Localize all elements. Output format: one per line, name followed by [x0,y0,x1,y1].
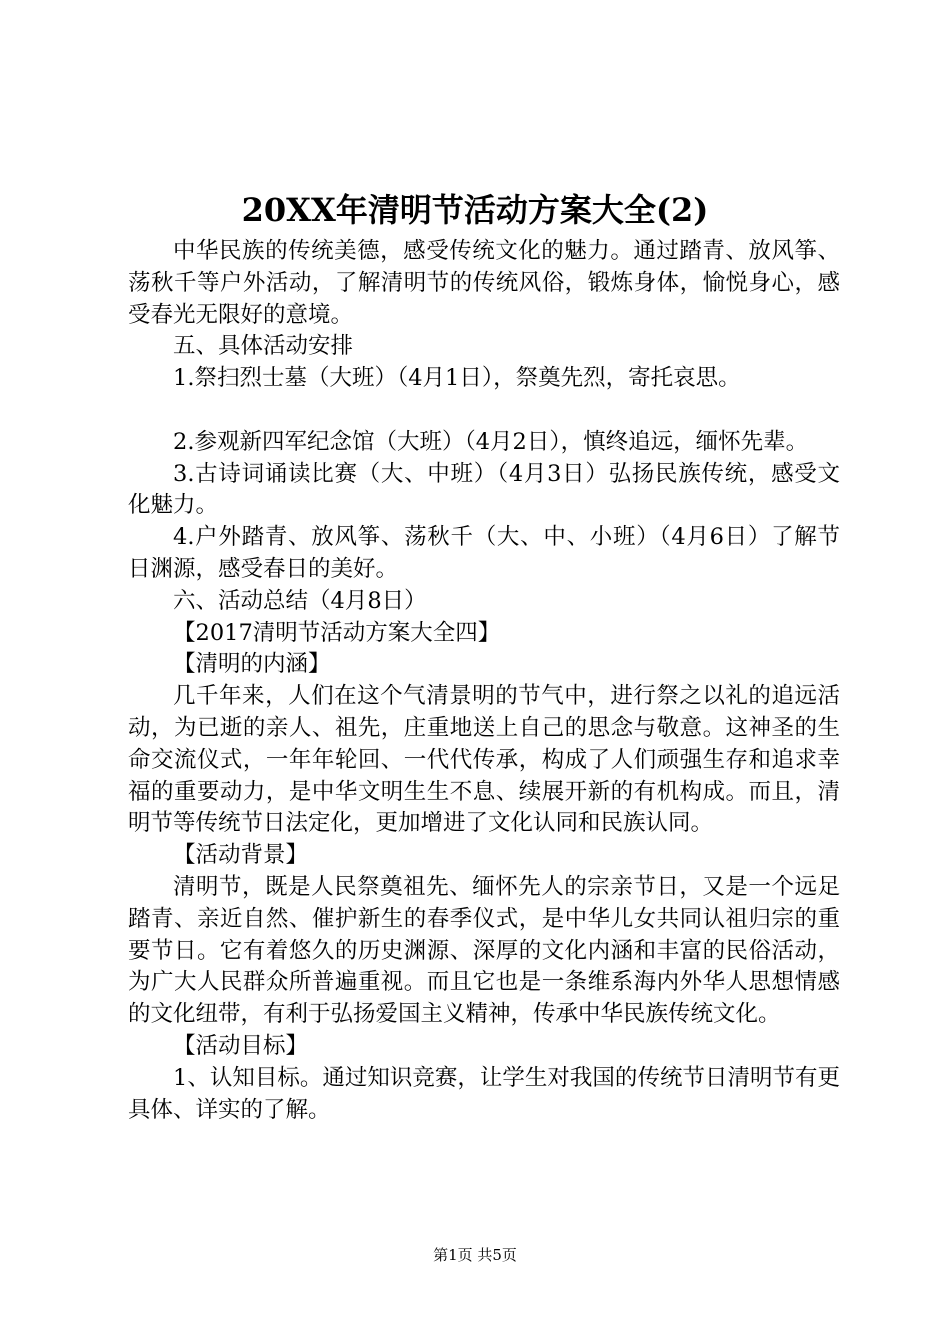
page-number-footer: 第1页 共5页 [433,1246,517,1264]
heading-qingming-meaning: 【清明的内涵】 [173,651,331,678]
heading-activity-summary: 六、活动总结（4月8日） [173,587,427,614]
document-title: 20XX年清明节活动方案大全(2) [241,191,709,229]
schedule-item-3: 3.古诗词诵读比赛（大、中班）（4月3日）弘扬民族传统，感受文化魅力。 [128,460,840,519]
schedule-item-4: 4.户外踏青、放风筝、荡秋千（大、中、小班）（4月6日）了解节日渊源，感受春日的美好。 [128,524,840,582]
heading-background: 【活动背景】 [173,842,309,869]
paragraph-goal-1: 1、认知目标。通过知识竞赛，让学生对我国的传统节日清明节有更具体、详实的了解。 [128,1064,840,1123]
heading-goals: 【活动目标】 [173,1032,309,1059]
schedule-item-1: 1.祭扫烈士墓（大班）（4月1日），祭奠先烈，寄托哀思。 [173,365,741,392]
paragraph-intro: 中华民族的传统美德，感受传统文化的魅力。通过踏青、放风筝、荡秋千等户外活动，了解清明节的传统风俗，锻炼身体，愉悦身心，感受春光无限好的意境。 [128,238,840,328]
heading-activity-schedule: 五、具体活动安排 [173,333,354,360]
document-body [128,236,840,1126]
heading-plan-four: 【2017清明节活动方案大全四】 [173,619,501,646]
paragraph-meaning: 几千年来，人们在这个气清景明的节气中，进行祭之以礼的追远活动，为已逝的亲人、祖先，庄重地送上自己的思念与敬意。这神圣的生命交流仪式，一年年轮回、一代代传承，构成了人们顽强生存和追求幸福的重要动力，是中华文明生生不息、续展开新的有机构成。而且，清明节等传统节日法定化，更加增进了文化认同和民族认同。 [128,683,840,837]
paragraph-background: 清明节，既是人民祭奠祖先、缅怀先人的宗亲节日，又是一个远足踏青、亲近自然、催护新生的春季仪式，是中华儿女共同认祖归宗的重要节日。它有着悠久的历史渊源、深厚的文化内涵和丰富的民俗活动，为广大人民群众所普遍重视。而且它也是一条维系海内外华人思想情感的文化纽带，有利于弘扬爱国主义精神，传承中华民族传统文化。 [128,873,840,1028]
schedule-item-2: 2.参观新四军纪念馆（大班）（4月2日），慎终追远，缅怀先辈。 [173,428,809,455]
